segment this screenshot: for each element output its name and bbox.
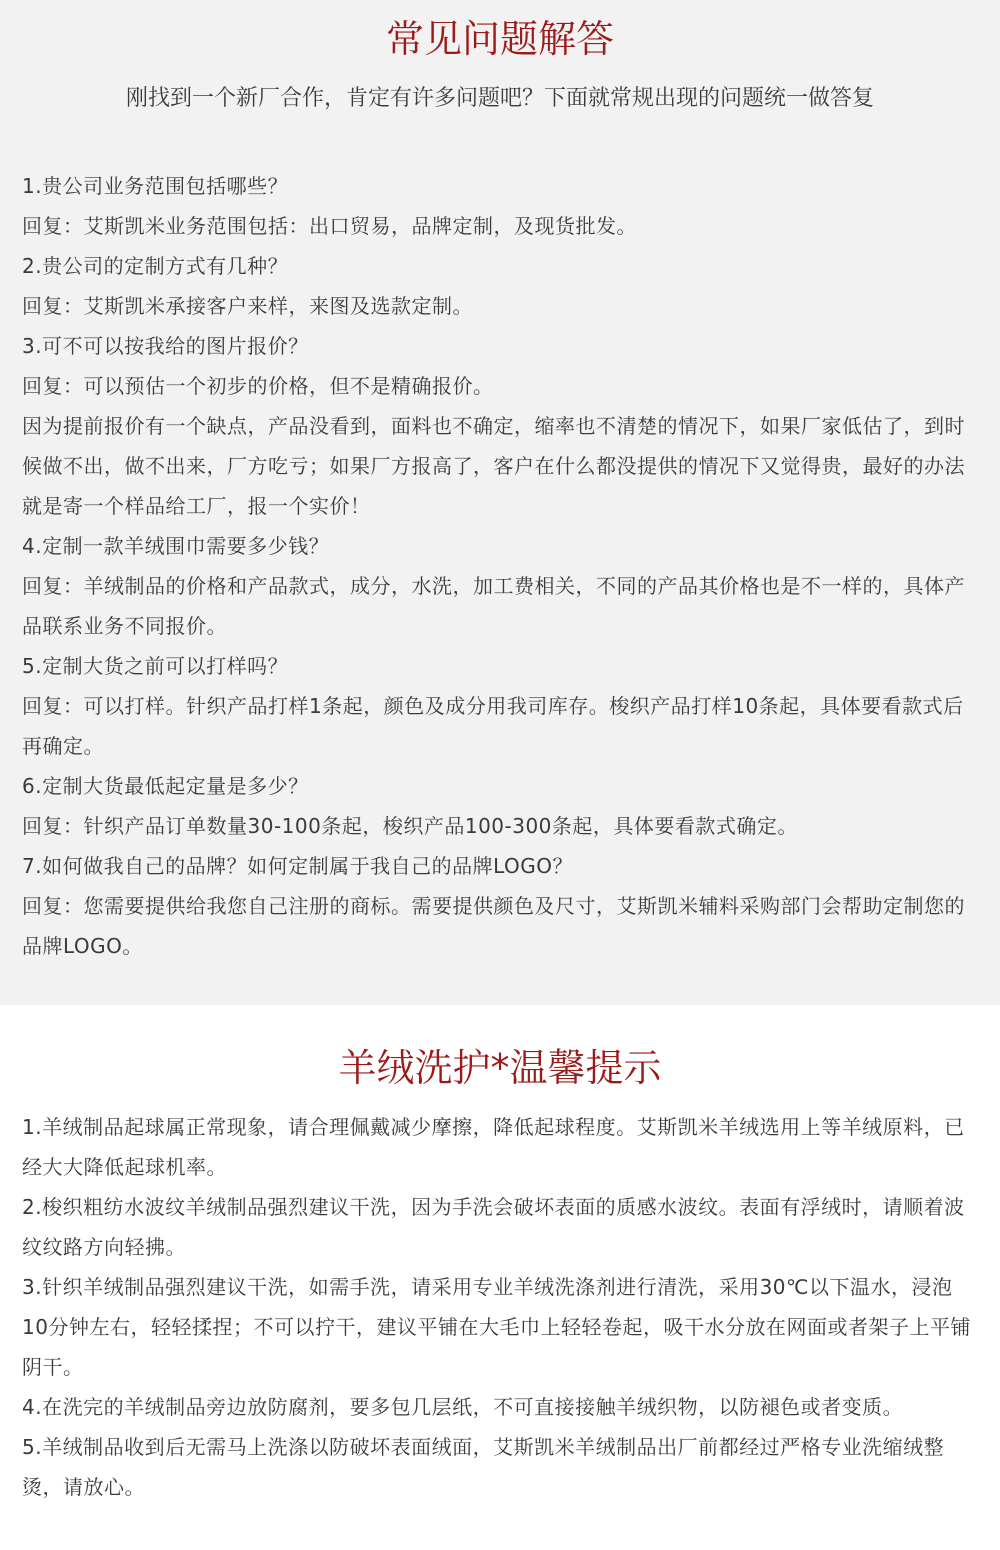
- care-tip-2: 2.梭织粗纺水波纹羊绒制品强烈建议干洗，因为手洗会破坏表面的质感水波纹。表面有浮绒时，请顺着波纹纹路方向轻拂。: [22, 1195, 965, 1259]
- faq-answer-6: 回复：针织产品订单数量30-100条起，梭织产品100-300条起，具体要看款式确定。: [22, 814, 798, 838]
- faq-answer-5: 回复：可以打样。针织产品打样1条起，颜色及成分用我司库存。梭织产品打样10条起，具体要看款式后再确定。: [22, 694, 964, 758]
- faq-question-4: 4.定制一款羊绒围巾需要多少钱？: [22, 534, 330, 558]
- faq-answer-7: 回复：您需要提供给我您自己注册的商标。需要提供颜色及尺寸，艾斯凯米辅料采购部门会帮助定制您的品牌LOGO。: [22, 894, 965, 958]
- faq-question-7: 7.如何做我自己的品牌？如何定制属于我自己的品牌LOGO？: [22, 854, 573, 878]
- faq-question-5: 5.定制大货之前可以打样吗？: [22, 654, 289, 678]
- care-tips-title: 羊绒洗护*温馨提示: [338, 1046, 662, 1090]
- faq-answer-1: 回复：艾斯凯米业务范围包括：出口贸易，品牌定制，及现货批发。: [22, 214, 637, 238]
- faq-answer-3: 回复：可以预估一个初步的价格，但不是精确报价。: [22, 374, 494, 398]
- care-tip-1: 1.羊绒制品起球属正常现象，请合理佩戴减少摩擦，降低起球程度。艾斯凯米羊绒选用上等羊绒原料，已经大大降低起球机率。: [22, 1115, 965, 1179]
- faq-question-3: 3.可不可以按我给的图片报价？: [22, 334, 309, 358]
- faq-answer-4: 回复：羊绒制品的价格和产品款式，成分，水洗，加工费相关，不同的产品其价格也是不一样的，具体产品联系业务不同报价。: [22, 574, 965, 638]
- faq-answer-3-detail: 因为提前报价有一个缺点，产品没看到，面料也不确定，缩率也不清楚的情况下，如果厂家低估了，到时候做不出，做不出来，厂方吃亏；如果厂方报高了，客户在什么都没提供的情况下又觉得贵，最好的办法就是寄一个样品给工厂，报一个实价！: [22, 414, 965, 518]
- care-tips-list: [0, 1107, 1000, 1507]
- faq-question-1: 1.贵公司业务范围包括哪些？: [22, 174, 289, 198]
- faq-question-6: 6.定制大货最低起定量是多少？: [22, 774, 309, 798]
- faq-question-2: 2.贵公司的定制方式有几种？: [22, 254, 289, 278]
- care-tip-3: 3.针织羊绒制品强烈建议干洗，如需手洗，请采用专业羊绒洗涤剂进行清洗，采用30℃以下温水，浸泡10分钟左右，轻轻揉捏；不可以拧干，建议平铺在大毛巾上轻轻卷起，吸干水分放在网面或者架子上平铺阴干。: [22, 1275, 971, 1379]
- care-tip-5: 5.羊绒制品收到后无需马上洗涤以防破坏表面绒面，艾斯凯米羊绒制品出厂前都经过严格专业洗缩绒整烫，请放心。: [22, 1435, 945, 1499]
- faq-answer-2: 回复：艾斯凯米承接客户来样，来图及选款定制。: [22, 294, 473, 318]
- faq-list: [0, 166, 1000, 966]
- faq-subtitle: 刚找到一个新厂合作，肯定有许多问题吧？下面就常规出现的问题统一做答复: [125, 86, 874, 111]
- care-tip-4: 4.在洗完的羊绒制品旁边放防腐剂，要多包几层纸，不可直接接触羊绒织物，以防褪色或者变质。: [22, 1395, 904, 1419]
- faq-title: 常见问题解答: [385, 17, 614, 61]
- care-tips-section: [0, 1005, 1000, 1550]
